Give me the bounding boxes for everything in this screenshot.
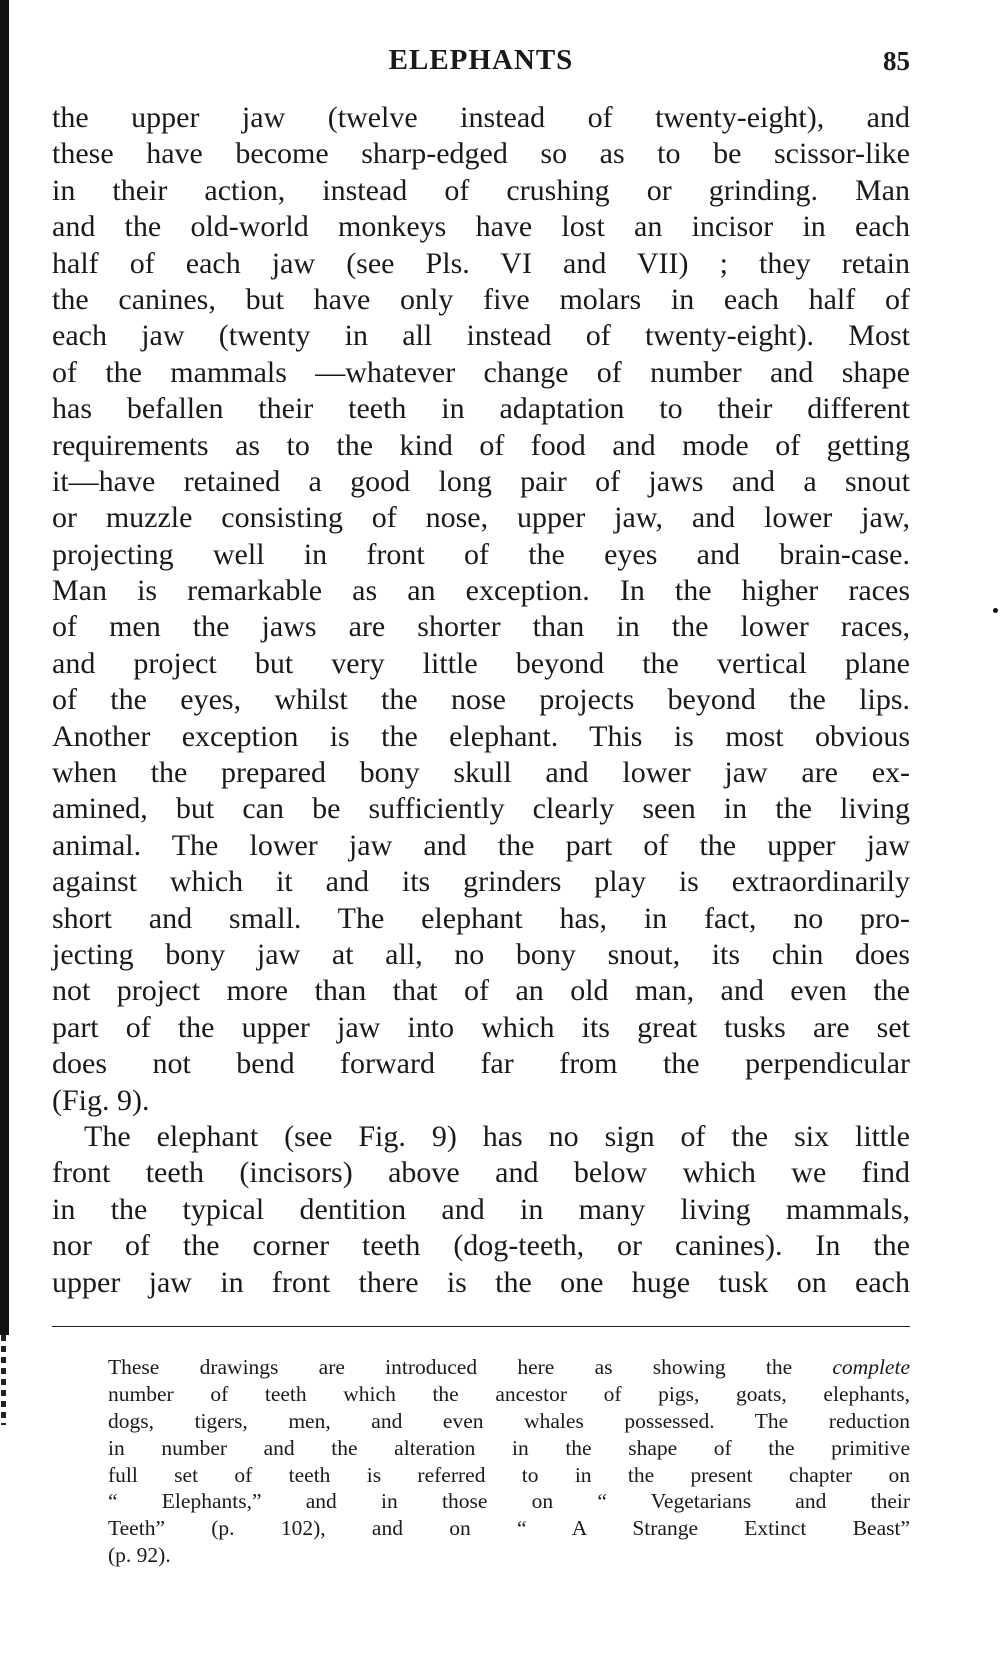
body-line: in their action, instead of crushing or grinding. Man — [52, 173, 910, 207]
body-line: upper jaw in front there is the one huge tusk on each — [52, 1265, 910, 1299]
footnote-line: in number and the alteration in the shape of the primitive — [108, 1435, 910, 1460]
body-line: Man is remarkable as an exception. In the higher races — [52, 574, 910, 608]
footnote-line: “ Elephants,” and in those on “ Vegetarians and their — [108, 1489, 910, 1514]
body-line: it—have retained a good long pair of jaws and a snout — [52, 464, 910, 498]
body-line: The elephant (see Fig. 9) has no sign of the six little — [84, 1119, 910, 1153]
body-line: short and small. The elephant has, in fact, no pro- — [52, 901, 910, 935]
body-line: and the old-world monkeys have lost an incisor in each — [52, 210, 910, 244]
body-text — [52, 100, 910, 1301]
body-line: (Fig. 9). — [52, 1083, 150, 1117]
footnote-divider — [52, 1326, 910, 1327]
body-line: has befallen their teeth in adaptation to their different — [52, 392, 910, 426]
body-line: does not bend forward far from the perpendicular — [52, 1047, 910, 1081]
body-line: the canines, but have only five molars in each half of — [52, 282, 910, 316]
body-line: half of each jaw (see Pls. VI and VII) ; they retain — [52, 246, 910, 280]
body-line: in the typical dentition and in many living mammals, — [52, 1192, 910, 1226]
body-line: projecting well in front of the eyes and brain-case. — [52, 537, 910, 571]
body-line: Another exception is the elephant. This is most obvious — [52, 719, 910, 753]
footnote-emphasis: complete — [832, 1355, 910, 1379]
body-line: jecting bony jaw at all, no bony snout, its chin does — [52, 937, 910, 971]
body-line: animal. The lower jaw and the part of the upper jaw — [52, 828, 910, 862]
ink-speck — [993, 608, 998, 613]
page-number: 85 — [883, 46, 910, 76]
body-line: each jaw (twenty in all instead of twenty-eight). Most — [52, 319, 910, 353]
footnote-line: (p. 92). — [108, 1543, 171, 1568]
footnote-line: dogs, tigers, men, and even whales possessed. The reduction — [108, 1408, 910, 1433]
body-line: of the mammals —whatever change of number and shape — [52, 355, 910, 389]
footnote-text: These drawings are introduced here as showing the — [108, 1355, 833, 1379]
body-line: when the prepared bony skull and lower jaw are ex- — [52, 756, 910, 790]
body-line: and project but very little beyond the vertical plane — [52, 646, 910, 680]
body-line: of the eyes, whilst the nose projects beyond the lips. — [52, 683, 910, 717]
footnote-line: Teeth” (p. 102), and on “ A Strange Extinct Beast” — [108, 1516, 910, 1541]
body-line: requirements as to the kind of food and mode of getting — [52, 428, 910, 462]
body-line: amined, but can be sufficiently clearly seen in the living — [52, 792, 910, 826]
footnote-line: full set of teeth is referred to in the present chapter on — [108, 1462, 910, 1487]
body-line: not project more than that of an old man, and even the — [52, 974, 910, 1008]
footnote-line: number of teeth which the ancestor of pigs, goats, elephants, — [108, 1381, 910, 1406]
binding-edge-tail — [1, 1335, 6, 1425]
footnote — [108, 1354, 910, 1569]
body-line: part of the upper jaw into which its great tusks are set — [52, 1010, 910, 1044]
body-line: nor of the corner teeth (dog-teeth, or canines). In the — [52, 1229, 910, 1263]
body-line: front teeth (incisors) above and below which we find — [52, 1156, 910, 1190]
body-line: these have become sharp-edged so as to be scissor-like — [52, 137, 910, 171]
footnote-line — [108, 1354, 910, 1381]
running-head — [52, 44, 910, 84]
page-title: ELEPHANTS — [388, 44, 574, 76]
body-line: or muzzle consisting of nose, upper jaw, and lower jaw, — [52, 501, 910, 535]
body-line: against which it and its grinders play is extraordinarily — [52, 865, 910, 899]
body-line: of men the jaws are shorter than in the lower races, — [52, 610, 910, 644]
body-line: the upper jaw (twelve instead of twenty-eight), and — [52, 101, 910, 134]
binding-edge — [0, 0, 9, 1335]
